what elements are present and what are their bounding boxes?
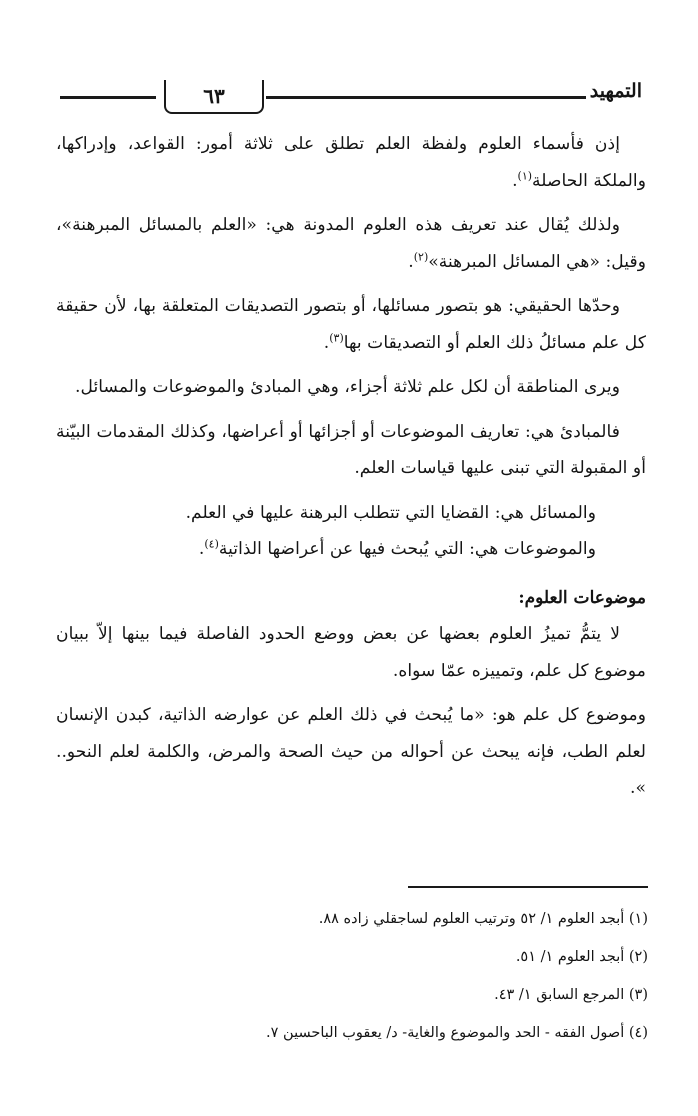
paragraph: ولذلك يُقال عند تعريف هذه العلوم المدونة هي: «العلم بالمسائل المبرهنة»، وقيل: «هي المسائل المبرهنة»$^{(٢)}$. xyxy=(56,215,646,272)
paragraph: ويرى المناطقة أن لكل علم ثلاثة أجزاء، وهي المبادئ والموضوعات والمسائل. xyxy=(75,377,620,397)
paragraph: لا يتمُّ تميزُ العلوم بعضها عن بعض ووضع الحدود الفاصلة فيما بينها إلاّ ببيان موضوع كل علم، وتمييزه عمّا سواه. xyxy=(56,624,646,681)
header-rule-left xyxy=(60,96,156,99)
footnote: (٣) المرجع السابق ١/ ٤٣. xyxy=(494,987,648,1003)
body-text xyxy=(56,126,646,815)
footnote: (٤) أصول الفقه - الحد والموضوع والغاية- د/ يعقوب الباحسين ٧. xyxy=(266,1025,648,1041)
paragraph: فالمبادئ هي: تعاريف الموضوعات أو أجزائها أو أعراضها، وكذلك المقدمات البيّنة أو المقبولة التي تبنى عليها قياسات العلم. xyxy=(56,421,646,478)
footnote-ref: (٢) xyxy=(413,249,429,263)
footnote-ref: (٣) xyxy=(329,330,344,344)
page-number: ٦٣ xyxy=(164,80,264,114)
header-rule-right xyxy=(266,96,638,99)
footnote-separator xyxy=(408,886,648,888)
paragraph: إذن فأسماء العلوم ولفظة العلم تطلق على ثلاثة أمور: القواعد، وإدراكها، والملكة الحاصلة$^{(١)}$. xyxy=(56,134,646,191)
paragraph: والموضوعات هي: التي يُبحث فيها عن أعراضها الذاتية$^{(٤)}$. xyxy=(198,537,596,559)
section-heading: موضوعات العلوم: xyxy=(518,587,646,608)
paragraph: والمسائل هي: القضايا التي تتطلب البرهنة عليها في العلم. xyxy=(185,502,596,523)
footnote-ref: (٤) xyxy=(204,537,219,551)
footnote: (٢) أبجد العلوم ١/ ٥١. xyxy=(515,949,648,965)
running-header xyxy=(60,78,642,118)
paragraph: وموضوع كل علم هو: «ما يُبحث في ذلك العلم عن عوارضه الذاتية، كبدن الإنسان لعلم الطب، فإنه يبحث عن أحواله من حيث الصحة والمرض، والكلمة لعلم النحو.. ». xyxy=(56,705,646,798)
footnote: (١) أبجد العلوم ١/ ٥٢ وترتيب العلوم لساجقلي زاده ٨٨. xyxy=(318,911,648,927)
footnotes xyxy=(56,900,648,1052)
chapter-title: التمهيد xyxy=(586,80,642,102)
paragraph: وحدّها الحقيقي: هو بتصور مسائلها، أو بتصور التصديقات المتعلقة بها، لأن حقيقة كل علم مسائلُ ذلك العلم أو التصديقات بها$^{(٣)}$. xyxy=(56,296,646,353)
footnote-ref: (١) xyxy=(517,168,533,182)
